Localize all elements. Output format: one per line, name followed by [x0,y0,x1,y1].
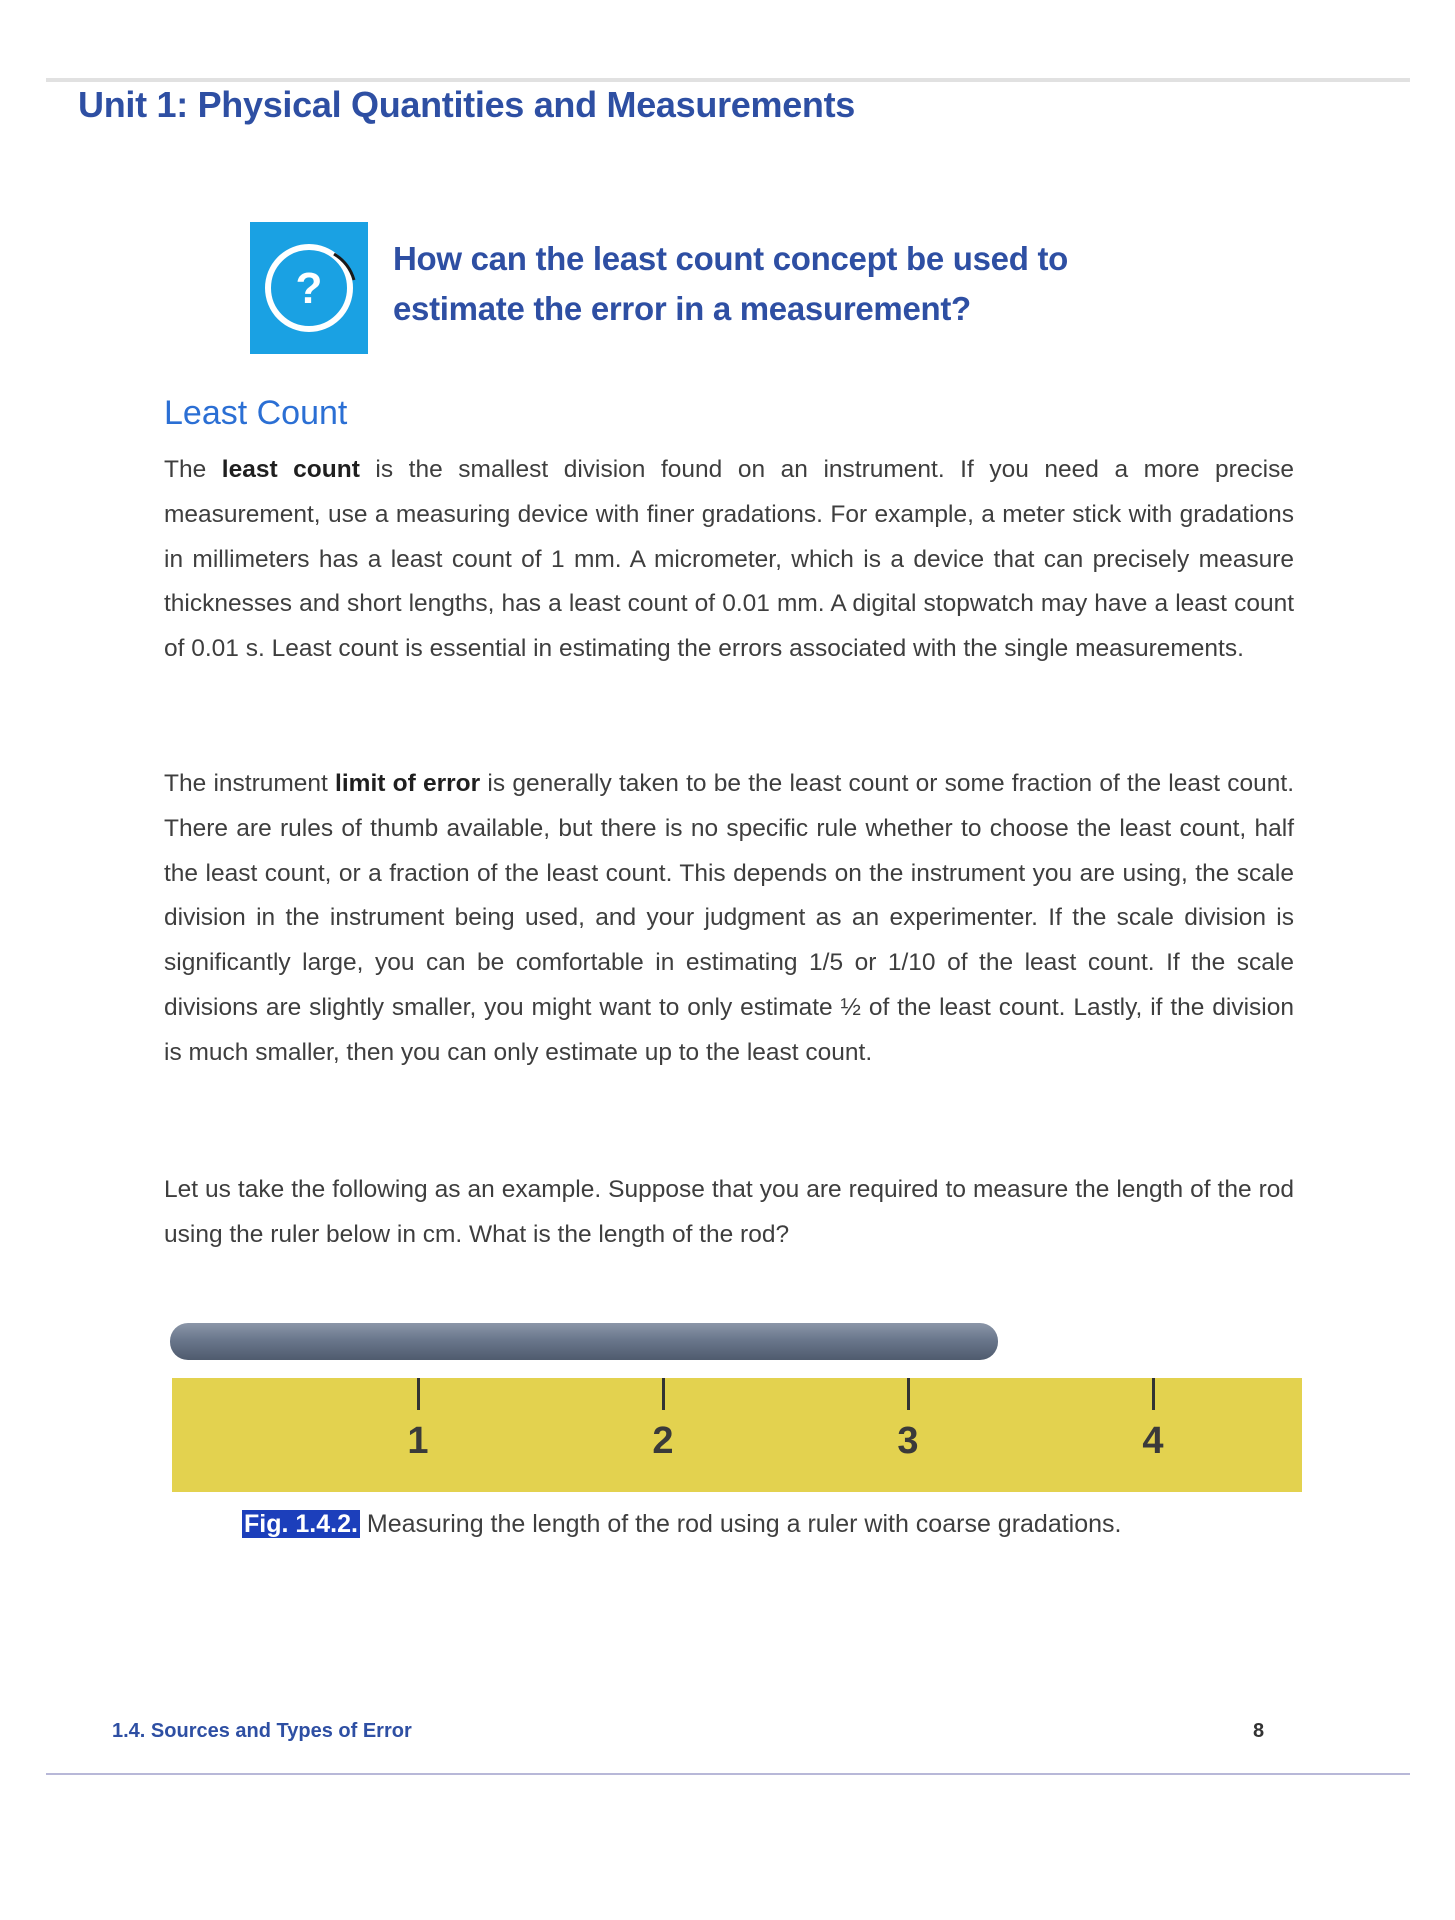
rod [170,1323,998,1360]
ruler-label-2: 2 [652,1420,674,1462]
paragraph-example: Let us take the following as an example. Suppose that you are required to measure the length of the rod using the ruler below in cm. What is the length of the rod? [164,1176,1294,1248]
figure-label: Fig. 1.4.2. [244,1510,358,1538]
figure-caption-text: Measuring the length of the rod using a ruler with coarse gradations. [359,1510,1122,1538]
ruler-label-1: 1 [407,1420,429,1462]
header-rule [46,78,1410,82]
question-mark-glyph: ? [295,264,323,313]
paragraph-least-count: The least count is the smallest division found on an instrument. If you need a more precise measurement, use a measuring device with finer gradations. For example, a meter stick with gradations in millimeters has a least count of 1 mm. A micrometer, which is a device that can precisely measure thicknesses and short lengths, has a least count of 0.01 mm. A digital stopwatch may have a least count of 0.01 s. Least count is essential in estimating the errors associated with the single measurements. [164,456,1294,663]
guiding-question-line-1: How can the least count concept be used to [393,240,1069,277]
question-icon-box [250,222,368,354]
unit-title: Unit 1: Physical Quantities and Measurements [78,84,856,125]
ruler-tick-4 [1152,1378,1155,1410]
paragraph-limit-of-error: The instrument limit of error is generally taken to be the least count or some fraction of the least count. There are rules of thumb available, but there is no specific rule whether to choose the least count, half the least count, or a fraction of the least count. This depends on the instrument you are using, the scale division in the instrument being used, and your judgment as an experimenter. If the scale division is significantly large, you can be comfortable in estimating 1/5 or 1/10 of the least count. If the scale divisions are slightly smaller, you might want to only estimate ½ of the least count. Lastly, if the division is much smaller, then you can only estimate up to the least count. [164,770,1295,1066]
ruler-tick-3 [907,1378,910,1410]
section-heading: Least Count [164,394,348,432]
ruler-tick-2 [662,1378,665,1410]
term-limit-of-error: limit of error [335,770,481,797]
term-least-count: least count [221,456,360,483]
ruler-tick-1 [417,1378,420,1410]
page-number: 8 [1253,1720,1265,1742]
ruler-label-3: 3 [897,1420,919,1462]
footer-section-title: 1.4. Sources and Types of Error [112,1720,412,1742]
question-icon [250,222,368,354]
figure-caption [242,1510,1122,1539]
guiding-question-line-2: estimate the error in a measurement? [393,290,971,327]
ruler [172,1378,1302,1492]
guiding-question [393,234,1153,334]
footer-rule [46,1773,1410,1775]
ruler-label-4: 4 [1142,1420,1164,1462]
